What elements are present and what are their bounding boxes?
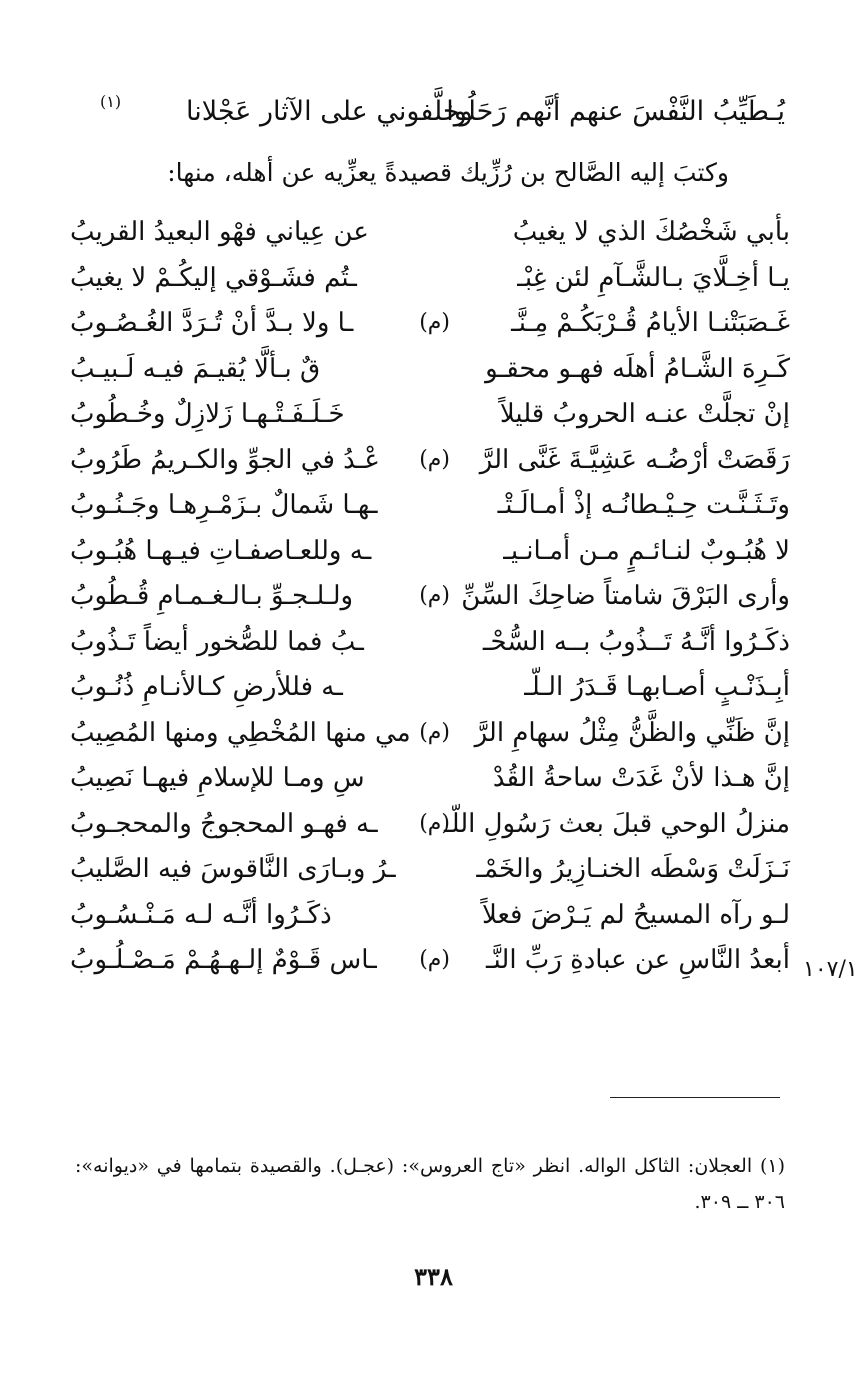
verse-first-hemistich: أبعدُ النَّاسِ عن عبادةِ رَبِّ النَّـ [485, 945, 790, 975]
verse-mark: (م) [419, 583, 450, 608]
verse-first-hemistich: إنَّ ظَنِّي والظَّنُّ مِثْلُ سهامِ الرَّ [474, 717, 790, 748]
verse-mark: (م) [419, 310, 450, 335]
verse-line [70, 665, 790, 709]
verse-line [70, 438, 790, 482]
verse-line [70, 256, 790, 300]
verse-first-hemistich: رَقَصَتْ أرْضُـه عَشِيَّـةَ غَنَّى الرَّ [479, 444, 790, 475]
page-number: ٣٣٨ [414, 1262, 453, 1291]
verse-second-hemistich: عن عِياني فهْو البعيدُ القريبُ [70, 217, 369, 247]
verse-second-hemistich: ـتُم فشَـوْقي إليكُـمْ لا يغيبُ [70, 262, 357, 293]
verse-second-hemistich: ولـلـجـوِّ بـالـغـمـامِ قُـطُوبُ [70, 581, 354, 611]
verse-first-hemistich: وأرى البَرْقَ شامتاً ضاحِكَ السِّنِّ [461, 581, 790, 611]
verse-line [70, 574, 790, 618]
side-reference: ١٠٧/١ [803, 957, 858, 982]
verse-line [70, 210, 790, 254]
verse-first-hemistich: إنَّ هـذا لأنْ غَدَتْ ساحةُ القُدْ [492, 763, 790, 793]
verse-second-hemistich: ـبُ فما للصُّخور أيضاً تَـذُوبُ [70, 626, 364, 657]
intro-line: وكتبَ إليه الصَّالح بن رُزِّيك قصيدةً يعزِّيه عن أهله، منها: [167, 158, 729, 187]
verse-line [70, 392, 790, 436]
verse-line [70, 347, 790, 391]
verse-second-hemistich: ـاس قَـوْمٌ إلـهـهُـمْ مَـصْـلُـوبُ [70, 945, 377, 975]
verse-line [70, 483, 790, 527]
verse-first-hemistich: ذكَـرُوا أنَّـهُ تَــذُوبُ بــه السُّحْـ [482, 626, 790, 657]
verse-mark: (م) [419, 810, 450, 836]
verse-first-hemistich: وتَـثَـنَّـت حِـيْـطانُـه إذْ أمـالَـتْـ [497, 490, 790, 520]
verse-second-hemistich: ـرُ وبـارَى النَّاقوسَ فيه الصَّليبُ [70, 854, 396, 884]
verse-second-hemistich: قٌ بـألَّا يُقيـمَ فيـه لَـبيـبُ [70, 353, 321, 384]
footnote-reference: (١) [100, 92, 122, 111]
verse-mark: (م) [419, 947, 450, 972]
verse-first-hemistich: يـا أخِـلَّايَ بـالشَّـآمِ لئن غِبْـ [517, 262, 790, 293]
verse-first-hemistich: أبِـذَنْـبٍ أصـابهـا قَـدَرُ الـلّـ [524, 672, 790, 702]
footnote: (١) العجلان: الثاكل الواله. انظر «تاج العروس»: (عجـل). والقصيدة بتمامها في «ديوانه»: ٣٠٦ ــ ٣٠٩. [75, 1155, 785, 1213]
verse-second-hemistich: سِ ومـا للإسلامِ فيهـا نَصِيبُ [70, 763, 365, 793]
verse-second-hemistich: مي منها المُخْطِي ومنها المُصِيبُ [70, 717, 411, 748]
verse-line [70, 711, 790, 755]
verse-line [70, 893, 790, 937]
verse-line [70, 756, 790, 800]
verse-first-hemistich: منزلُ الوحي قبلَ بعث رَسُولِ اللّـ [444, 808, 790, 839]
verse-second-hemistich: ذكَـرُوا أنَّـه لـه مَـنْـسُـوبُ [70, 899, 332, 930]
verse-line [70, 301, 790, 345]
verse-line [70, 938, 790, 982]
verse-line [70, 529, 790, 573]
verse-line [70, 847, 790, 891]
verse-mark: (م) [419, 719, 450, 745]
verse-second-hemistich: خَـلَـفَـتْـهـا زَلازِلٌ وخُـطُوبُ [70, 399, 345, 429]
top-verse-second-hemistich: وخلَّفوني على الآثار عَجْلانا [186, 96, 473, 127]
verse-first-hemistich: غَـصَبَتْنـا الأيامُ قُـرْبَكُـمْ مِـنَّـ [511, 308, 790, 338]
verse-second-hemistich: ـه فللأرضِ كـالأنـامِ ذُنُـوبُ [70, 672, 343, 702]
verse-second-hemistich: ـه فهـو المحجوجُ والمحجـوبُ [70, 808, 378, 839]
footnote-separator [610, 1097, 780, 1098]
verse-line [70, 620, 790, 664]
verse-first-hemistich: إنْ تجلَّتْ عنـه الحروبُ قليلاً [499, 399, 790, 429]
verse-first-hemistich: نَـزَلَتْ وَسْطَه الخنـازِيرُ والخَمْـ [476, 854, 790, 884]
verse-second-hemistich: ـه وللعـاصفـاتِ فيـهـا هُبُـوبُ [70, 535, 372, 566]
verse-first-hemistich: لـو رآه المسيحُ لم يَـرْضَ فعلاً [481, 899, 790, 930]
verse-first-hemistich: كَـرِهَ الشَّـامُ أهلَه فهـو محقـو [485, 353, 790, 384]
verse-first-hemistich: بأبي شَخْصُكَ الذي لا يغيبُ [512, 217, 790, 247]
verse-second-hemistich: ـهـا شَمالٌ بـزَمْـرِهـا وجَـنُـوبُ [70, 490, 378, 520]
top-verse-first-hemistich: يُـطَيِّبُ النَّفْسَ عنهم أنَّهم رَحَلُوا [446, 96, 785, 127]
verse-second-hemistich: عْـدُ في الجوِّ والكـريمُ طَرُوبُ [70, 444, 380, 475]
verse-first-hemistich: لا هُبُـوبٌ لنـائـمٍ مـن أمـانـيـ [503, 535, 790, 566]
verse-mark: (م) [419, 446, 450, 472]
verse-second-hemistich: ـا ولا بـدَّ أنْ تُـرَدَّ الغُـصُـوبُ [70, 308, 354, 338]
verse-line [70, 802, 790, 846]
